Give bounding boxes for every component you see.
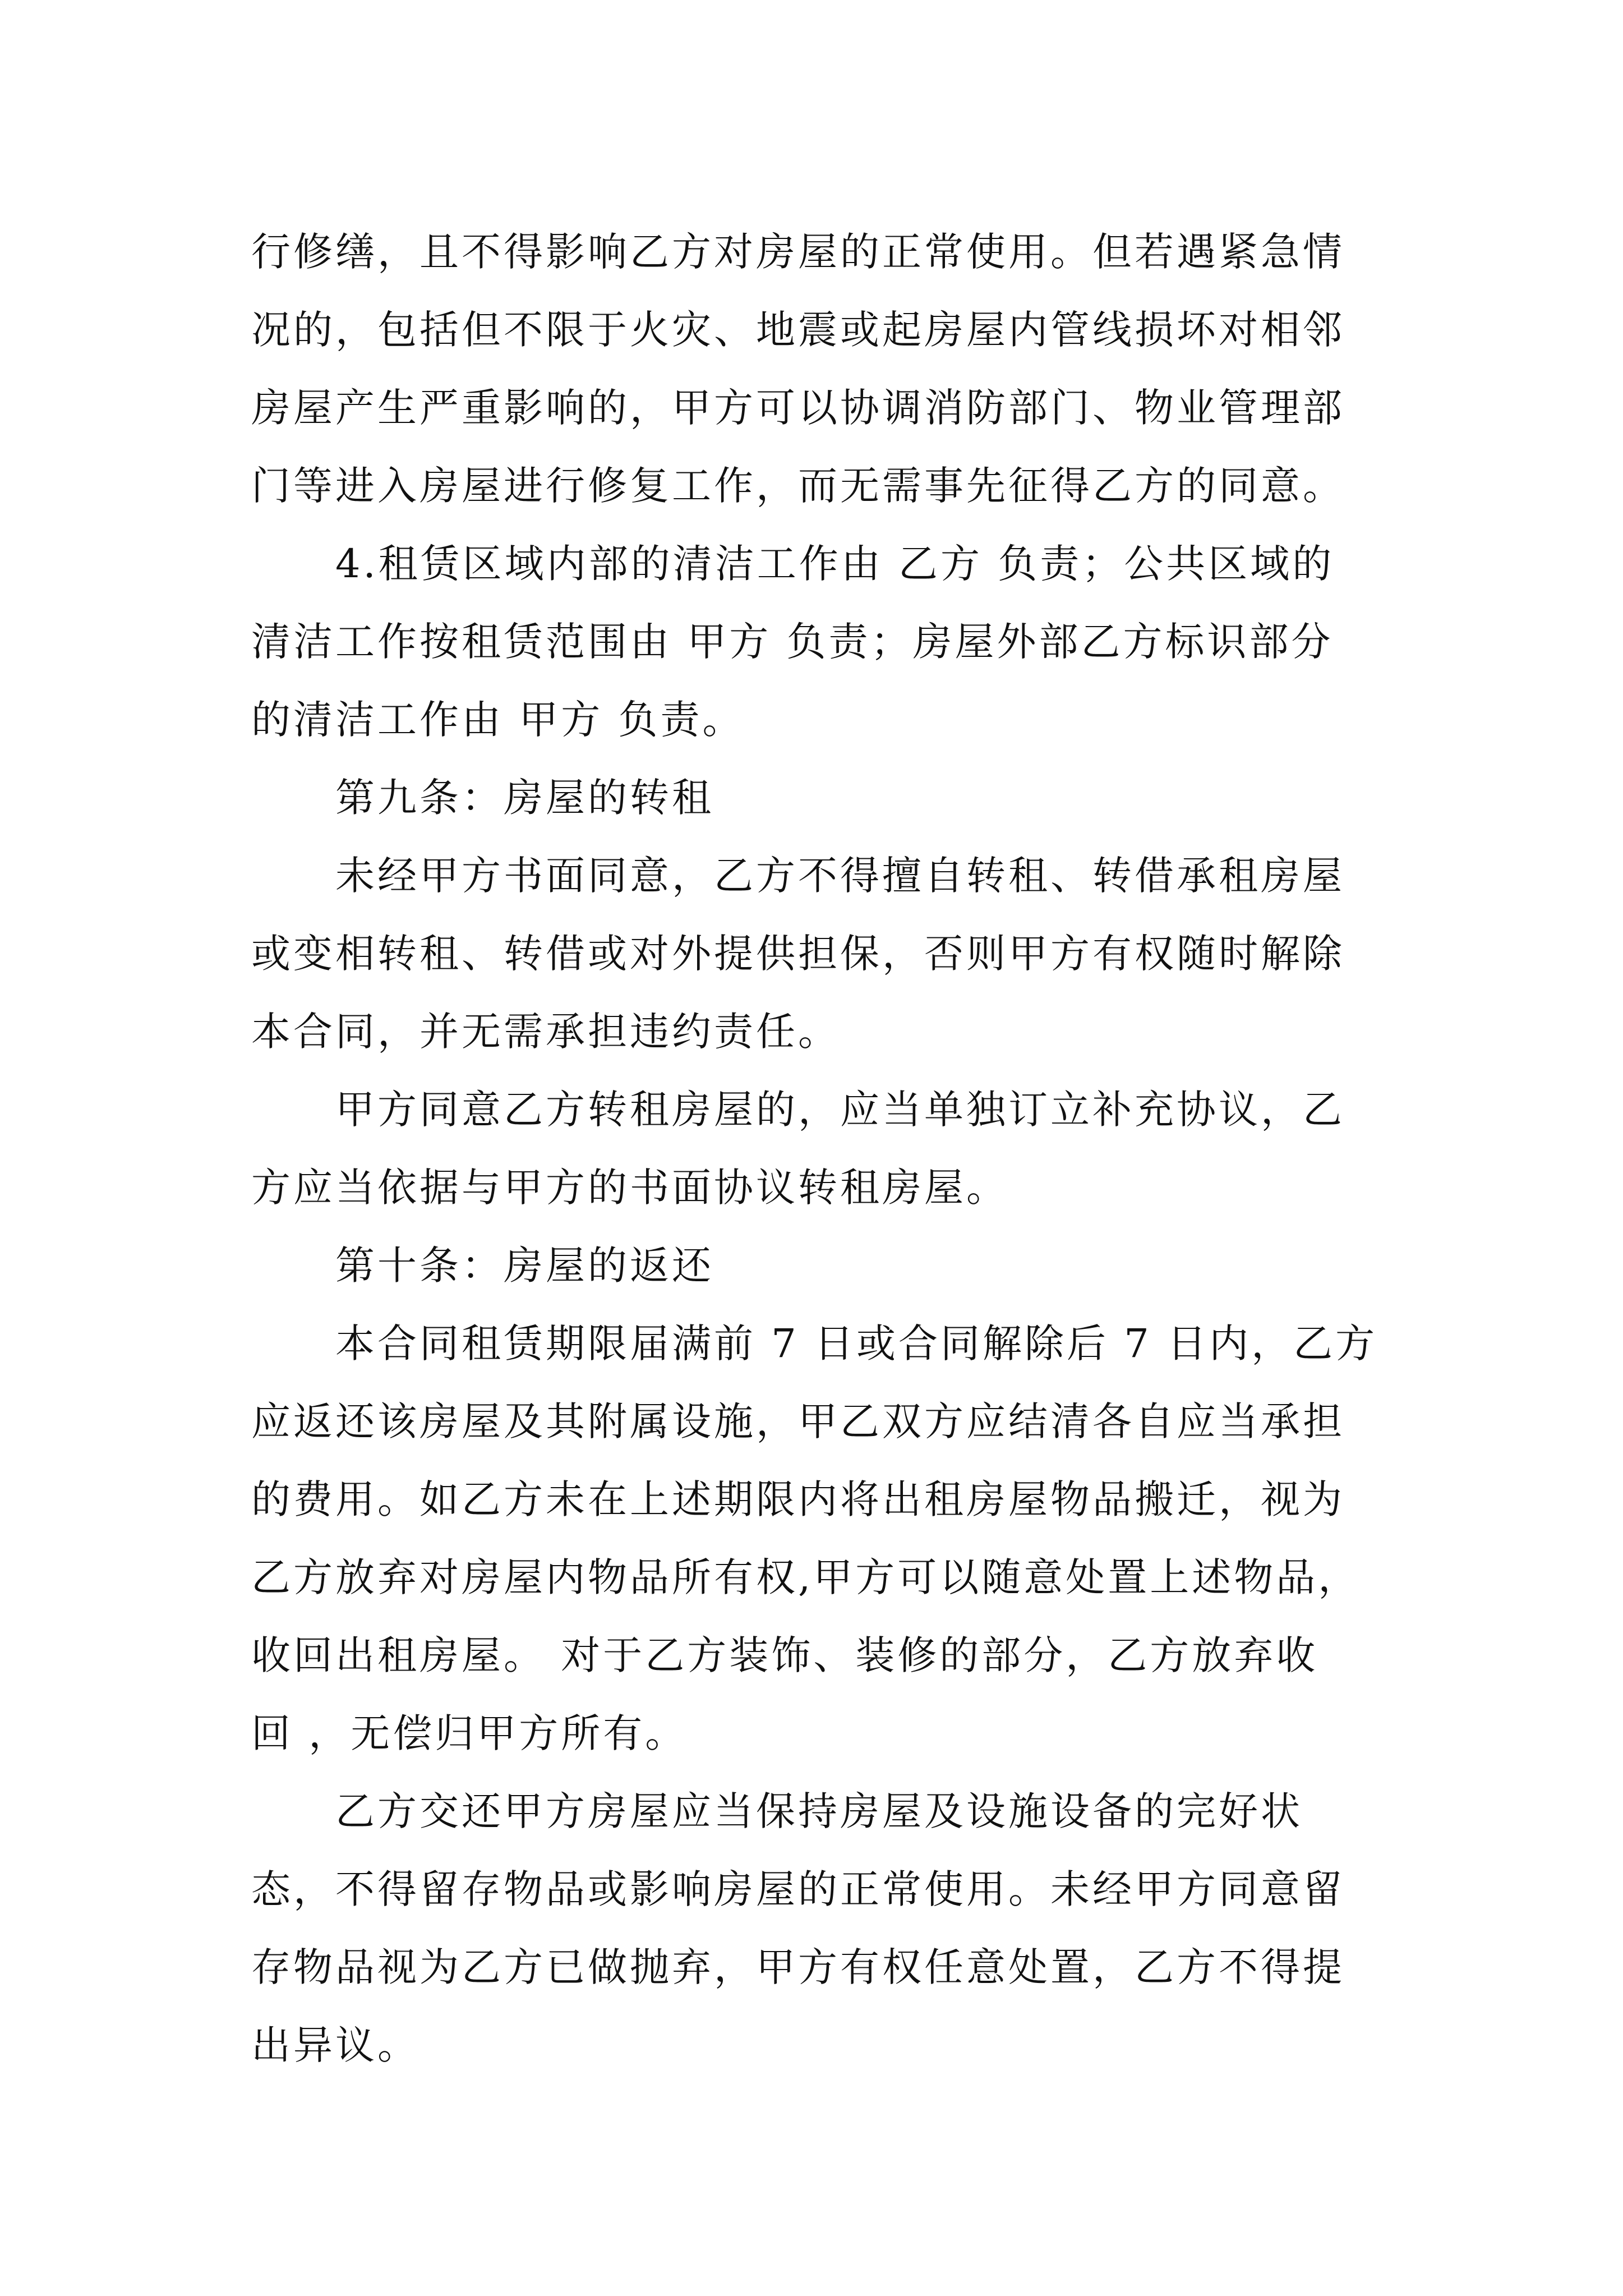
paragraph-continuation	[251, 213, 1384, 525]
text-line: 清洁工作按租赁范围由 甲方 负责；房屋外部乙方标识部分	[251, 619, 1334, 665]
text-line: 或变相转租、转借或对外提供担保，否则甲方有权随时解除	[251, 931, 1345, 977]
paragraph-article-9-1	[251, 837, 1384, 1071]
text-line: 4.租赁区域内部的清洁工作由 乙方 负责；公共区域的	[335, 541, 1335, 587]
document-body	[251, 213, 1384, 2085]
text-line: 未经甲方书面同意，乙方不得擅自转租、转借承租房屋	[335, 853, 1345, 899]
paragraph-article-10-1	[251, 1305, 1384, 1773]
text-line: 方应当依据与甲方的书面协议转租房屋。	[251, 1165, 1008, 1211]
text-line: 行修缮，且不得影响乙方对房屋的正常使用。但若遇紧急情	[251, 229, 1345, 275]
text-line: 存物品视为乙方已做抛弃，甲方有权任意处置，乙方不得提	[251, 1944, 1345, 1990]
text-line: 乙方交还甲方房屋应当保持房屋及设施设备的完好状	[335, 1788, 1303, 1834]
text-line: 的费用。如乙方未在上述期限内将出租房屋物品搬迁，视为	[251, 1476, 1345, 1522]
text-line: 甲方同意乙方转租房屋的，应当单独订立补充协议，乙	[335, 1087, 1345, 1133]
text-line: 门等进入房屋进行修复工作，而无需事先征得乙方的同意。	[251, 463, 1345, 509]
text-line: 乙方放弃对房屋内物品所有权,甲方可以随意处置上述物品，	[251, 1554, 1361, 1600]
text-line: 收回出租房屋。 对于乙方装饰、装修的部分，乙方放弃收	[251, 1632, 1318, 1678]
heading-text: 第十条：房屋的返还	[335, 1243, 714, 1289]
text-line: 房屋产生严重影响的，甲方可以协调消防部门、物业管理部	[251, 385, 1345, 431]
heading-text: 第九条：房屋的转租	[335, 775, 714, 821]
text-line: 本合同，并无需承担违约责任。	[251, 1009, 840, 1055]
text-line: 的清洁工作由 甲方 负责。	[251, 697, 745, 743]
text-line: 回 ，无偿归甲方所有。	[251, 1710, 688, 1756]
text-line: 态，不得留存物品或影响房屋的正常使用。未经甲方同意留	[251, 1866, 1345, 1912]
paragraph-article-10-2	[251, 1773, 1384, 2085]
text-line: 本合同租赁期限届满前 7 日或合同解除后 7 日内，乙方	[335, 1320, 1378, 1366]
text-line: 况的，包括但不限于火灾、地震或起房屋内管线损坏对相邻	[251, 307, 1345, 353]
text-line: 出异议。	[251, 2022, 419, 2068]
paragraph-article-9-2	[251, 1071, 1384, 1227]
text-line: 应返还该房屋及其附属设施，甲乙双方应结清各自应当承担	[251, 1398, 1345, 1444]
paragraph-clause-4	[251, 525, 1384, 759]
article-9-heading	[251, 759, 1384, 837]
article-10-heading	[251, 1227, 1384, 1305]
